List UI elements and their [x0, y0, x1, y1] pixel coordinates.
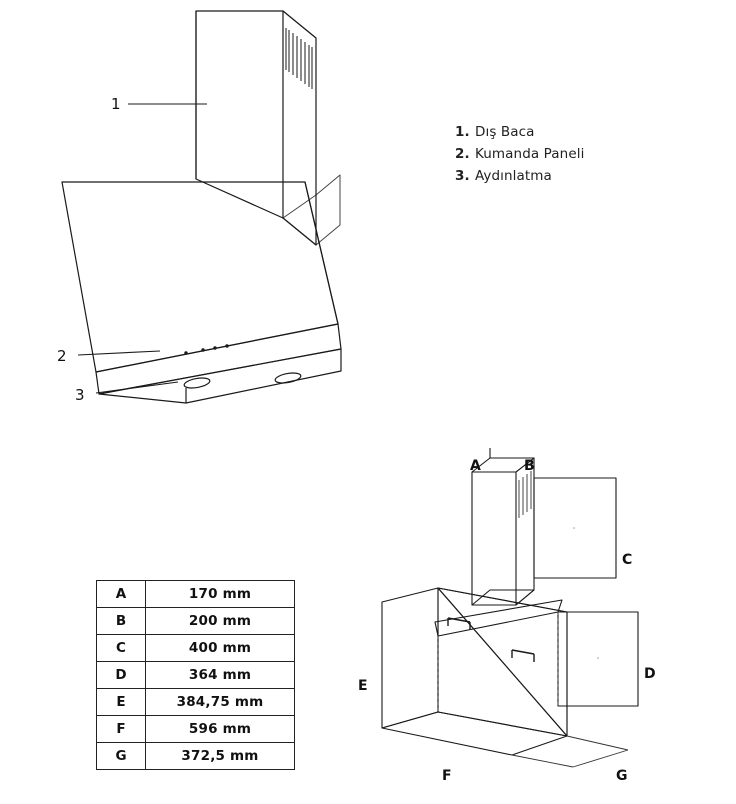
- parts-legend: [455, 121, 705, 187]
- baseline-guides: [512, 736, 628, 767]
- table-row: [97, 662, 295, 689]
- table-row: [97, 743, 295, 770]
- chimney-vent-louvres: [286, 28, 312, 89]
- dimension-value-f: 596 mm: [146, 716, 295, 743]
- hood-underside: [99, 349, 341, 403]
- hood-perspective-drawing: [330, 440, 736, 800]
- dimension-value-e: 384,75 mm: [146, 689, 295, 716]
- dimension-table: [96, 580, 295, 770]
- dimension-key-e: E: [97, 689, 146, 716]
- dimension-value-a: 170 mm: [146, 581, 295, 608]
- dimension-letter-f: F: [442, 768, 452, 784]
- dimension-letter-d: D: [644, 666, 656, 682]
- callout-label-lighting: 3: [75, 386, 85, 404]
- dimension-value-c: 400 mm: [146, 635, 295, 662]
- callout-leader-lines: [78, 104, 207, 393]
- table-row: [97, 581, 295, 608]
- dimension-value-d: 364 mm: [146, 662, 295, 689]
- table-row: [97, 635, 295, 662]
- legend-item-2: [455, 143, 705, 165]
- control-panel-strip: [96, 324, 341, 394]
- dimension-key-g: G: [97, 743, 146, 770]
- callout-label-chimney: 1: [111, 95, 121, 113]
- chimney-duct-vents: [519, 471, 531, 518]
- dimension-letter-c: C: [622, 552, 633, 568]
- dimension-key-a: A: [97, 581, 146, 608]
- dimension-key-d: D: [97, 662, 146, 689]
- legend-item-3-label: Aydınlatma: [475, 168, 552, 184]
- outer-chimney: [196, 11, 316, 245]
- dimension-letter-b: B: [524, 458, 535, 474]
- table-row: [97, 716, 295, 743]
- dimension-key-f: F: [97, 716, 146, 743]
- dimension-letter-a: A: [470, 458, 481, 474]
- legend-item-1: [455, 121, 705, 143]
- dimension-value-g: 372,5 mm: [146, 743, 295, 770]
- table-row: [97, 689, 295, 716]
- hood-glass-body: [62, 182, 338, 372]
- legend-item-1-number: 1.: [455, 124, 470, 140]
- dimension-box-d: [558, 612, 638, 706]
- legend-item-3: [455, 165, 705, 187]
- dimension-box-c: [534, 478, 616, 578]
- mounting-brackets: [448, 618, 534, 662]
- dimension-key-c: C: [97, 635, 146, 662]
- dimension-value-b: 200 mm: [146, 608, 295, 635]
- hidden-lines: [438, 612, 558, 712]
- hood-body-outline: [382, 588, 567, 755]
- legend-item-2-number: 2.: [455, 146, 470, 162]
- dimension-letter-e: E: [358, 678, 368, 694]
- legend-item-3-number: 3.: [455, 168, 470, 184]
- legend-item-1-label: Dış Baca: [475, 124, 535, 140]
- dimension-key-b: B: [97, 608, 146, 635]
- hood-top-plate: [435, 590, 562, 636]
- legend-item-2-label: Kumanda Paneli: [475, 146, 585, 162]
- lighting-lamps: [183, 371, 301, 389]
- callout-label-control-panel: 2: [57, 347, 67, 365]
- table-row: [97, 608, 295, 635]
- dimension-letter-g: G: [616, 768, 628, 784]
- hood-dimensions-diagram: [330, 440, 736, 800]
